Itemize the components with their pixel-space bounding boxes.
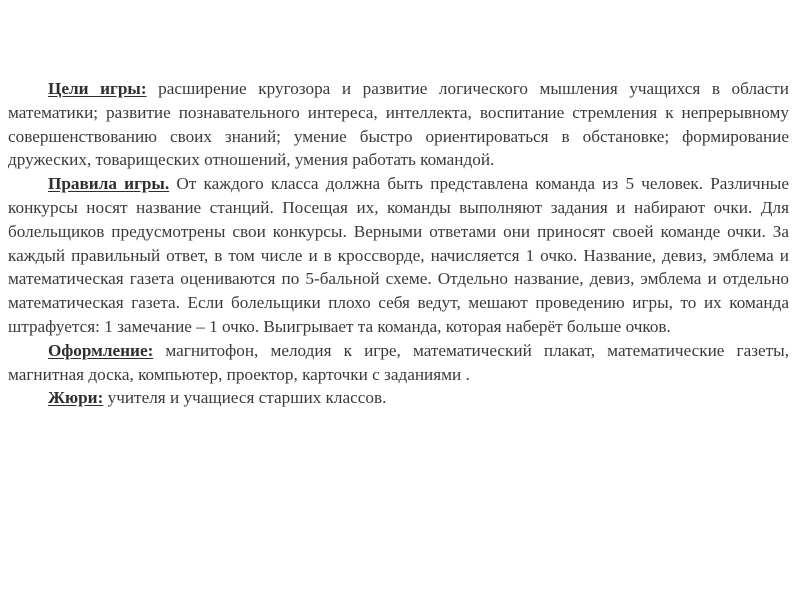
goals-paragraph — [8, 77, 789, 172]
jury-paragraph — [8, 386, 789, 410]
rules-paragraph — [8, 172, 789, 339]
jury-heading: Жюри: — [48, 388, 104, 408]
jury-text: учителя и учащиеся старших классов. — [103, 388, 387, 408]
equipment-text: магнитофон, мелодия к игре, математический плакат, математические газеты, магнитная доска, компьютер, проектор, карточки с заданиями . — [8, 340, 789, 384]
equipment-heading: Оформление: — [48, 340, 154, 360]
rules-heading: Правила игры. — [48, 174, 170, 194]
goals-text: расширение кругозора и развитие логического мышления учащихся в области математики; развитие познавательного интереса, интеллекта, воспитание стремления к непрерывному совершенствованию своих знаний; умение быстро ориентироваться в обстановке; формирование дружеских, товарищеских отношений, умения работать командой. — [8, 79, 789, 170]
goals-heading: Цели игры: — [48, 79, 147, 98]
slide-body — [8, 77, 789, 410]
rules-text: От каждого класса должна быть представлена команда из 5 человек. Различные конкурсы носят название станций. Посещая их, команды выполняют задания и набирают очки. Для болельщиков предусмотрены свои конкурсы. Верными ответами они приносят своей команде очки. За каждый правильный ответ, в том числе и в кроссворде, начисляется 1 очко. Название, девиз, эмблема и математическая газета оцениваются по 5-бальной схеме. Отдельно название, девиз, эмблема и отдельно математическая газета. Если болельщики плохо себя ведут, мешают проведению игры, то их команда штрафуется: 1 замечание – 1 очко. Выигрывает та команда, которая наберёт больше очков. — [8, 174, 789, 336]
equipment-paragraph — [8, 339, 789, 387]
